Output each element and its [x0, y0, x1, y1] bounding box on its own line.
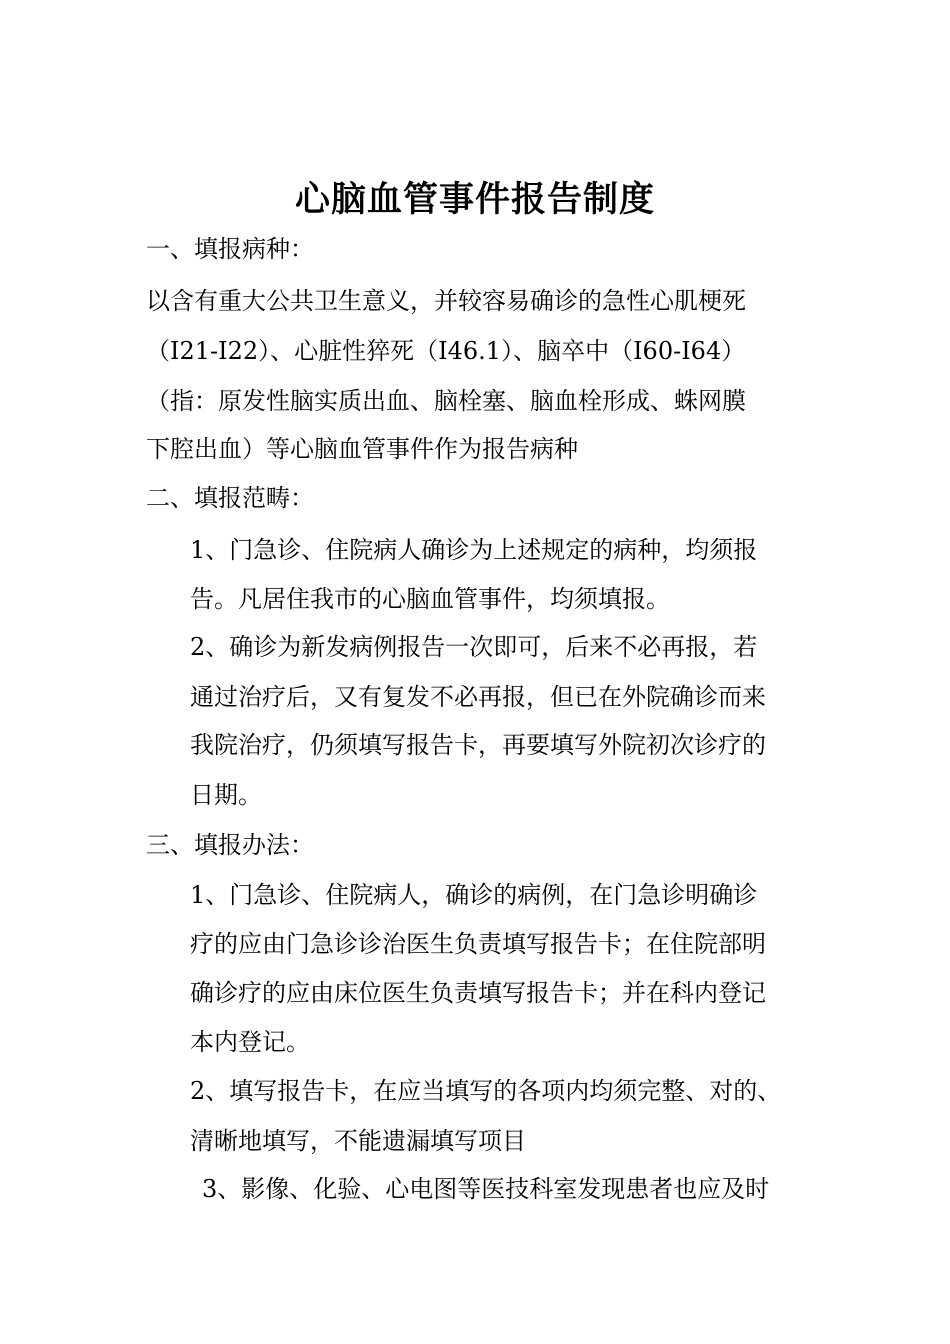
document-title: 心脑血管事件报告制度 [294, 180, 655, 220]
body-line: 3、影像、化验、心电图等医技科室发现患者也应及时 [202, 1175, 770, 1203]
body-line: 通过治疗后，又有复发不必再报，但已在外院确诊而来 [190, 683, 766, 711]
body-line: 以含有重大公共卫生意义，并较容易确诊的急性心肌梗死 [146, 287, 746, 315]
body-line: 清晰地填写，不能遗漏填写项目 [190, 1127, 526, 1155]
section-heading-3: 三、填报办法： [146, 831, 314, 859]
body-line: （指：原发性脑实质出血、脑栓塞、脑血栓形成、蛛网膜 [146, 387, 746, 415]
body-line: 本内登记。 [190, 1028, 310, 1056]
body-line: 1、门急诊、住院病人，确诊的病例，在门急诊明确诊 [190, 881, 758, 909]
body-line: 日期。 [190, 781, 262, 809]
body-line: 下腔出血）等心脑血管事件作为报告病种 [146, 435, 578, 463]
body-line: 2、填写报告卡，在应当填写的各项内均须完整、对的、 [190, 1077, 782, 1105]
body-line: 我院治疗，仍须填写报告卡，再要填写外院初次诊疗的 [190, 731, 766, 759]
body-line: 确诊疗的应由床位医生负责填写报告卡；并在科内登记 [190, 979, 766, 1007]
section-heading-1: 一、填报病种： [146, 235, 314, 263]
body-line: （I21-I22）、心脏性猝死（I46.1）、脑卒中（I60-I64） [146, 337, 746, 365]
body-line: 告。凡居住我市的心脑血管事件，均须填报。 [190, 585, 670, 613]
body-line: 疗的应由门急诊诊治医生负责填写报告卡；在住院部明 [190, 930, 766, 958]
body-line: 1、门急诊、住院病人确诊为上述规定的病种，均须报 [190, 536, 758, 564]
body-line: 2、确诊为新发病例报告一次即可，后来不必再报，若 [190, 633, 758, 661]
section-heading-2: 二、填报范畴： [146, 484, 314, 512]
